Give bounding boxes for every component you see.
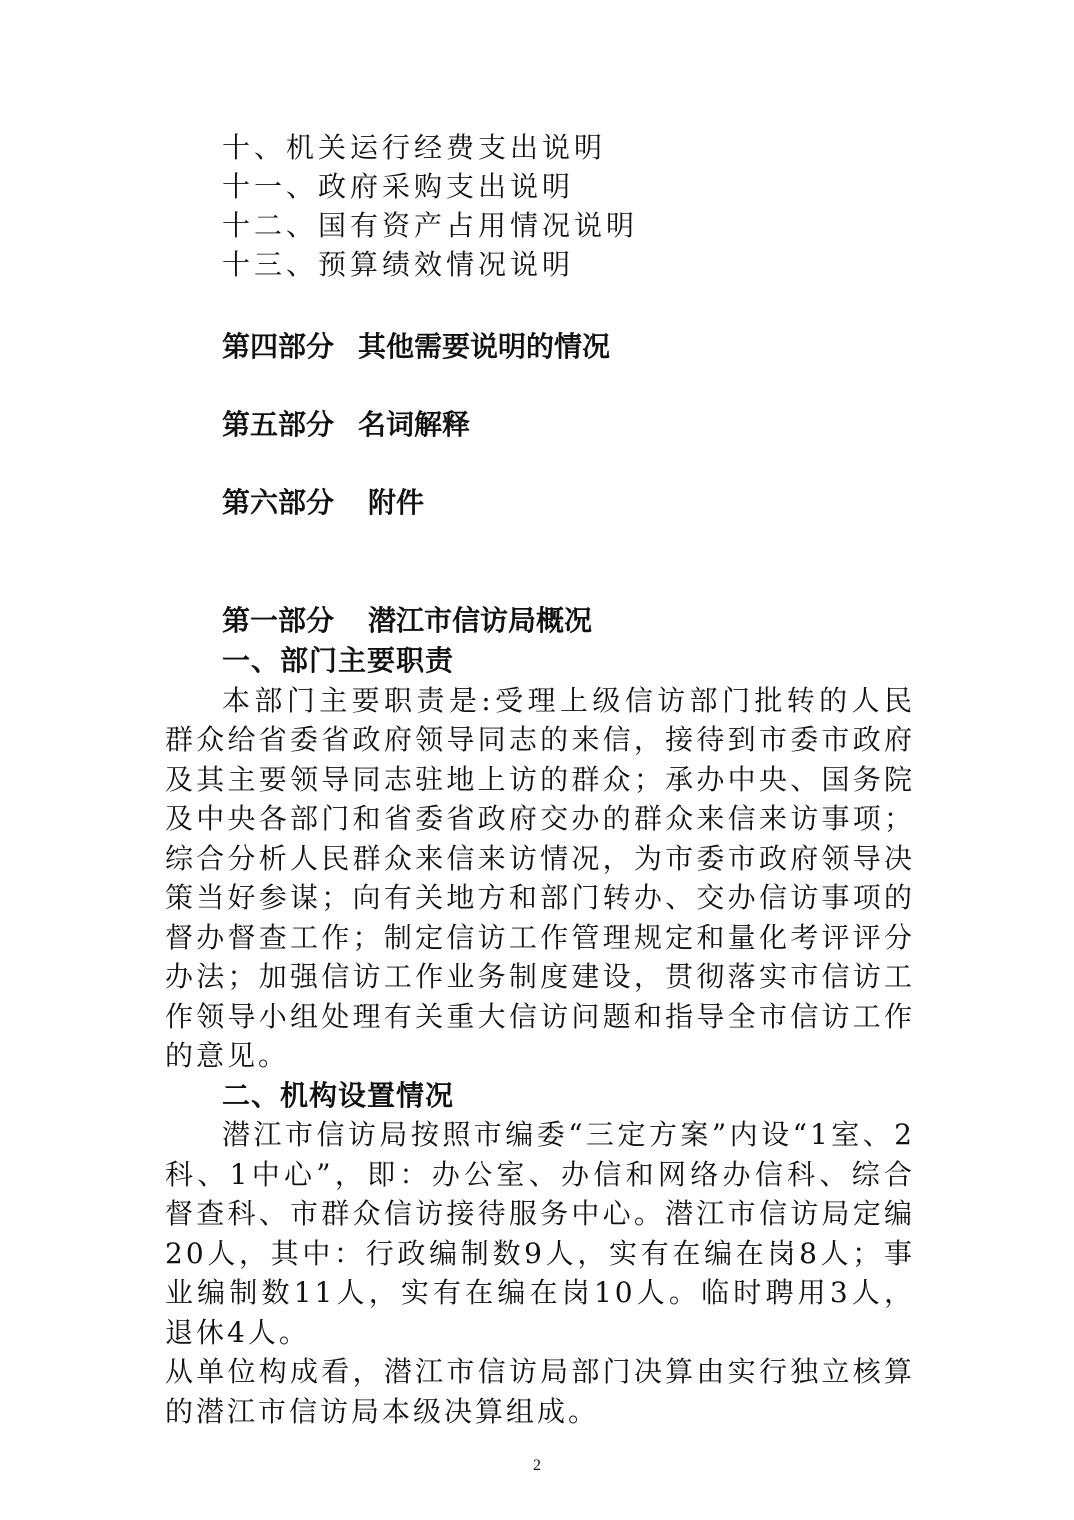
toc-list: [222, 128, 638, 284]
part-five-heading: [222, 405, 470, 445]
part-title: 潜江市信访局概况: [368, 604, 593, 637]
duties-paragraph: 本部门主要职责是:受理上级信访部门批转的人民群众给省委省政府领导同志的来信，接待到市委市政府及其主要领导同志驻地上访的群众；承办中央、国务院及中央各部门和省委省政府交办的群众来信来访事项；综合分析人民群众来信来访情况，为市委市政府领导决策当好参谋；向有关地方和部门转办、交办信访事项的督办督查工作；制定信访工作管理规定和量化考评评分办法；加强信访工作业务制度建设，贯彻落实市信访工作领导小组处理有关重大信访问题和指导全市信访工作的意见。: [165, 683, 915, 1072]
part-six-heading: [222, 483, 424, 523]
toc-item: 十三、预算绩效情况说明: [222, 248, 575, 281]
part-number: 第五部分: [222, 408, 335, 441]
page-number: 2: [533, 1457, 541, 1474]
toc-item: 十二、国有资产占用情况说明: [222, 209, 639, 242]
toc-item: 十、机关运行经费支出说明: [222, 131, 607, 164]
part-four-heading: [222, 327, 610, 367]
part-title: 名词解释: [358, 408, 471, 441]
section-heading-org: 二、机构设置情况: [222, 1078, 455, 1112]
part-one-heading: [222, 601, 592, 641]
part-title: 其他需要说明的情况: [358, 330, 611, 363]
part-number: 第六部分: [222, 486, 335, 519]
org-paragraph-2: 从单位构成看，潜江市信访局部门决算由实行独立核算的潜江市信访局本级决算组成。: [165, 1355, 915, 1428]
toc-item: 十一、政府采购支出说明: [222, 170, 575, 203]
org-paragraph: 潜江市信访局按照市编委“三定方案”内设“1室、2科、1中心”，即：办公室、办信和网络办信科、综合督查科、市群众信访接待服务中心。潜江市信访局定编20人，其中：行政编制数9人，实有在编在岗8人；事业编制数11人，实有在编在岗10人。临时聘用3人，退休4人。: [165, 1118, 915, 1349]
section-heading-duties: 一、部门主要职责: [222, 644, 455, 677]
part-number: 第一部分: [222, 604, 335, 637]
part-title: 附件: [368, 486, 425, 519]
part-number: 第四部分: [222, 330, 335, 363]
document-body: [165, 641, 915, 1431]
